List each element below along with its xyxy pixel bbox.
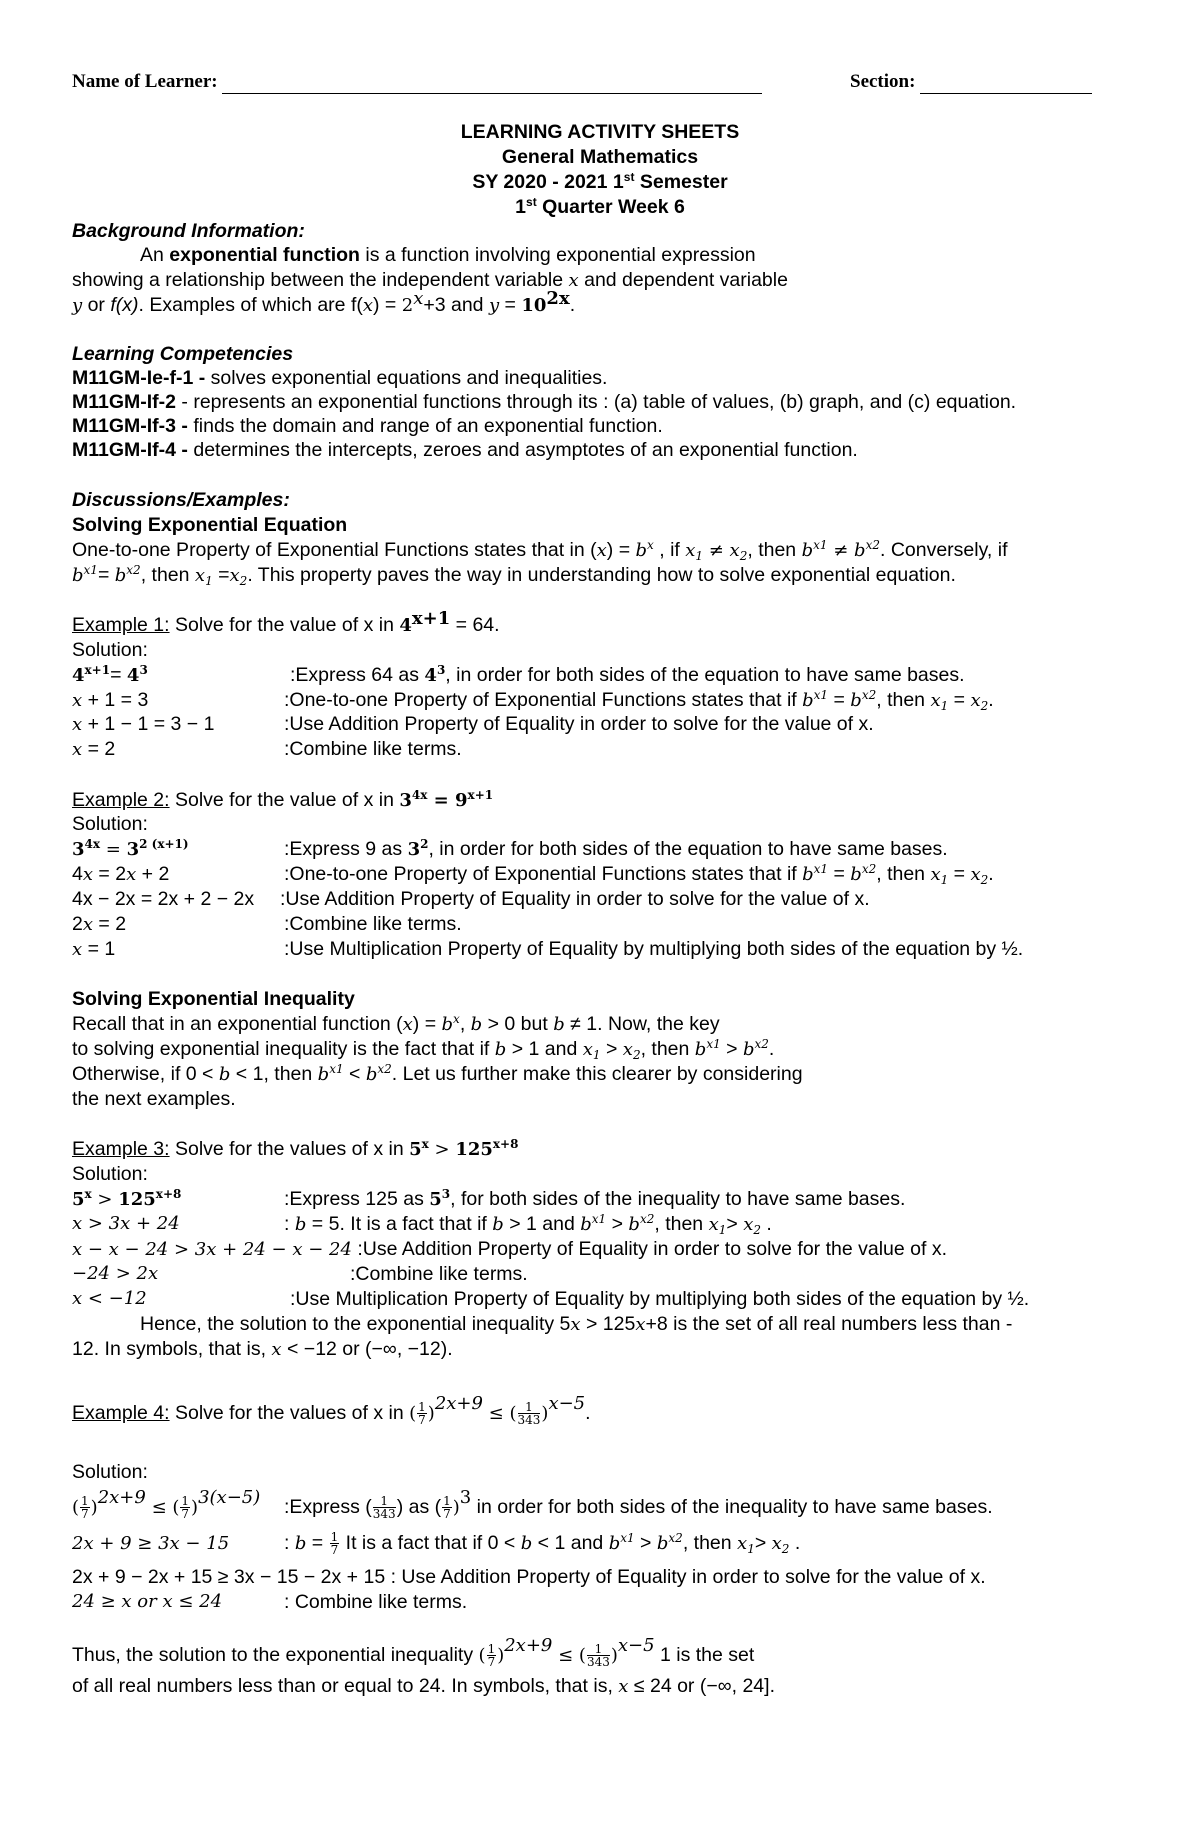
inequality-heading: Solving Exponential Inequality	[72, 988, 355, 1010]
inequality-line-3: Otherwise, if 0 < b < 1, then $b^{x1} < b^{x2}$. Let us further make this clearer by considering	[72, 1062, 803, 1085]
background-heading: Background Information:	[72, 220, 305, 242]
school-year: SY 2020 - 2021 1st Semester	[472, 170, 728, 193]
example-1-step-1-left: $4^{x+1}= 4^3$	[72, 663, 148, 686]
example-2-step-3-left: 4x − 2x = 2x + 2 − 2x	[72, 888, 255, 910]
example-4-solution-label: Solution:	[72, 1461, 148, 1483]
example-2-step-2-right: :One-to-one Property of Exponential Functions states that if $b^{x1} = b^{x2}$, then $x_1 = x_2$.	[284, 862, 994, 887]
example-2-step-1-left: $3^{4x} = 3^{2 (x+1)}$	[72, 837, 189, 860]
example-2-prompt: Example 2: Solve for the value of x in $3^{4x} = 9^{x+1}$	[72, 788, 494, 811]
equation-line-1: One-to-one Property of Exponential Functions states that in $(x) = b^x$ , if $x_1 \ne x_2$, then $b^{x1} \ne b^{x2}$. Conversely, if	[72, 538, 1008, 563]
sheet-title: LEARNING ACTIVITY SHEETS	[460, 121, 740, 143]
example-1-step-4-right: :Combine like terms.	[284, 738, 462, 760]
example-4-step-1-right: :Express ( $\frac{1}{343}$ ) as ( $\frac{1}{7}$ )$^3$ in order for both sides of the inequality to have same bases.	[284, 1487, 993, 1522]
discussion-heading: Discussions/Examples:	[72, 489, 290, 511]
equation-heading: Solving Exponential Equation	[72, 514, 348, 536]
example-4-step-4-right: : Combine like terms.	[284, 1591, 468, 1613]
example-4-step-1-left: ( $\frac{1}{7}$ )$^{2x+9}$ ≤ ( $\frac{1}{7}$ )$^{3(x-5)}$	[72, 1487, 261, 1522]
example-4-conclusion-2: of all real numbers less than or equal to 24. In symbols, that is, x ≤ 24 or (−∞, 24].	[72, 1675, 775, 1697]
background-line-2: showing a relationship between the independent variable x and dependent variable	[72, 269, 788, 291]
example-4-step-4-left: 24 ≥ x or x ≤ 24	[72, 1591, 223, 1612]
example-1-step-1-right: :Express 64 as $4^3$, in order for both sides of the equation to have same bases.	[290, 663, 965, 686]
fraction-1-343: $\frac{1}{343}$	[517, 1400, 541, 1428]
background-line-3: y or f(x). Examples of which are $f(x) = 2^x+3$ and $y = 10^{2x}$.	[72, 288, 576, 316]
example-3-prompt: Example 3: Solve for the values of x in $5^x > 125^{x+8}$	[72, 1137, 519, 1160]
example-3-step-2-left: x > 3x + 24	[72, 1213, 180, 1234]
example-2-step-2-left: 4x = 2x + 2	[72, 863, 170, 885]
section-row	[850, 70, 1092, 94]
competencies-heading: Learning Competencies	[72, 343, 294, 365]
example-2-step-4-right: :Combine like terms.	[284, 913, 462, 935]
example-4-step-3: 2x + 9 − 2x + 15 ≥ 3x − 15 − 2x + 15 : Use Addition Property of Equality in order to solve for the value of x.	[72, 1566, 986, 1588]
example-1-step-3-right: :Use Addition Property of Equality in order to solve for the value of x.	[284, 713, 874, 735]
inequality-line-4: the next examples.	[72, 1088, 236, 1110]
example-3-solution-label: Solution:	[72, 1163, 148, 1185]
example-4-step-2-left: 2x + 9 ≥ 3x − 15	[72, 1533, 230, 1554]
example-3-step-4-right: :Combine like terms.	[350, 1263, 528, 1285]
learner-name-blank	[222, 75, 762, 94]
example-4-step-2-right: : b = $\frac{1}{7}$ It is a fact that if 0 < b < 1 and $b^{x1} > b^{x2}$, then $x_1> x_2$ .	[284, 1530, 801, 1558]
example-1-step-2-right: :One-to-one Property of Exponential Functions states that if $b^{x1} = b^{x2}$, then $x_1 = x_2$.	[284, 688, 994, 713]
example-2-step-1-right: :Express 9 as $3^2$, in order for both sides of the equation to have same bases.	[284, 837, 948, 860]
inequality-line-1: Recall that in an exponential function $(x) = b^x$, b > 0 but b ≠ 1. Now, the key	[72, 1012, 720, 1035]
quarter-week: 1st Quarter Week 6	[515, 195, 685, 218]
example-3-step-3: x − x − 24 > 3x + 24 − x − 24 :Use Addition Property of Equality in order to solve for the value of x.	[72, 1238, 948, 1260]
learner-name-label: Name of Learner:	[72, 71, 218, 92]
example-3-step-4-left: −24 > 2x	[72, 1263, 159, 1284]
example-3-step-1-right: :Express 125 as $5^3$, for both sides of the inequality to have same bases.	[284, 1187, 906, 1210]
example-4-conclusion-1: Thus, the solution to the exponential inequality ( $\frac{1}{7}$ )$^{2x+9}$ ≤ ( $\frac{1}{343}$ )$^{x-5}$ 1 is the set	[72, 1635, 755, 1670]
example-4-prompt: Example 4: Solve for the values of x in ( $\frac{1}{7}$ )$^{2x+9}$ ≤ ( $\frac{1}{343}$ )$^{x-5}$.	[72, 1393, 591, 1428]
fraction-1-7: $\frac{1}{7}$	[418, 1400, 426, 1428]
example-2-step-3-right: :Use Addition Property of Equality in order to solve for the value of x.	[280, 888, 870, 910]
example-3-step-5-right: :Use Multiplication Property of Equality by multiplying both sides of the equation by ½.	[290, 1288, 1030, 1310]
inequality-line-2: to solving exponential inequality is the fact that if b > 1 and $x_1 > x_2$, then $b^{x1} > b^{x2}$.	[72, 1037, 775, 1062]
equation-line-2: $b^{x1}= b^{x2}$, then $x_1 =x_2$. This property paves the way in understanding how to solve exponential equation.	[72, 563, 956, 588]
example-1-step-4-left: x = 2	[72, 738, 116, 760]
background-line-1: An exponential function is a function involving exponential expression	[140, 244, 756, 266]
learner-name-row	[72, 70, 762, 94]
example-3-conclusion-2: 12. In symbols, that is, x < −12 or (−∞, −12).	[72, 1338, 453, 1360]
example-3-step-5-left: x < −12	[72, 1288, 147, 1309]
competency-4: M11GM-If-4 - determines the intercepts, zeroes and asymptotes of an exponential function.	[72, 439, 858, 461]
example-3-conclusion-1: Hence, the solution to the exponential inequality 5x > 125x+8 is the set of all real numbers less than -	[140, 1313, 1013, 1335]
example-2-step-5-right: :Use Multiplication Property of Equality by multiplying both sides of the equation by ½.	[284, 938, 1024, 960]
competency-2: M11GM-If-2 - represents an exponential functions through its : (a) table of values, (b) graph, and (c) equation.	[72, 391, 1017, 413]
example-3-step-1-left: $5^x > 125^{x+8}$	[72, 1187, 182, 1210]
example-1-prompt: Example 1: Solve for the value of x in $4^{x+1} = 64$.	[72, 608, 500, 636]
example-1-solution-label: Solution:	[72, 639, 148, 661]
section-blank	[920, 75, 1092, 94]
example-1-step-2-left: x + 1 = 3	[72, 689, 149, 711]
example-1-step-3-left: x + 1 − 1 = 3 − 1	[72, 713, 215, 735]
subject-title: General Mathematics	[501, 146, 699, 168]
example-2-step-5-left: x = 1	[72, 938, 116, 960]
competency-3: M11GM-If-3 - finds the domain and range of an exponential function.	[72, 415, 663, 437]
example-2-solution-label: Solution:	[72, 813, 148, 835]
example-3-step-2-right: : b = 5. It is a fact that if b > 1 and $b^{x1} > b^{x2}$, then $x_1> x_2$ .	[284, 1212, 772, 1237]
example-2-step-4-left: 2x = 2	[72, 913, 127, 935]
competency-1: M11GM-Ie-f-1 - solves exponential equations and inequalities.	[72, 367, 608, 389]
section-label: Section:	[850, 71, 916, 92]
